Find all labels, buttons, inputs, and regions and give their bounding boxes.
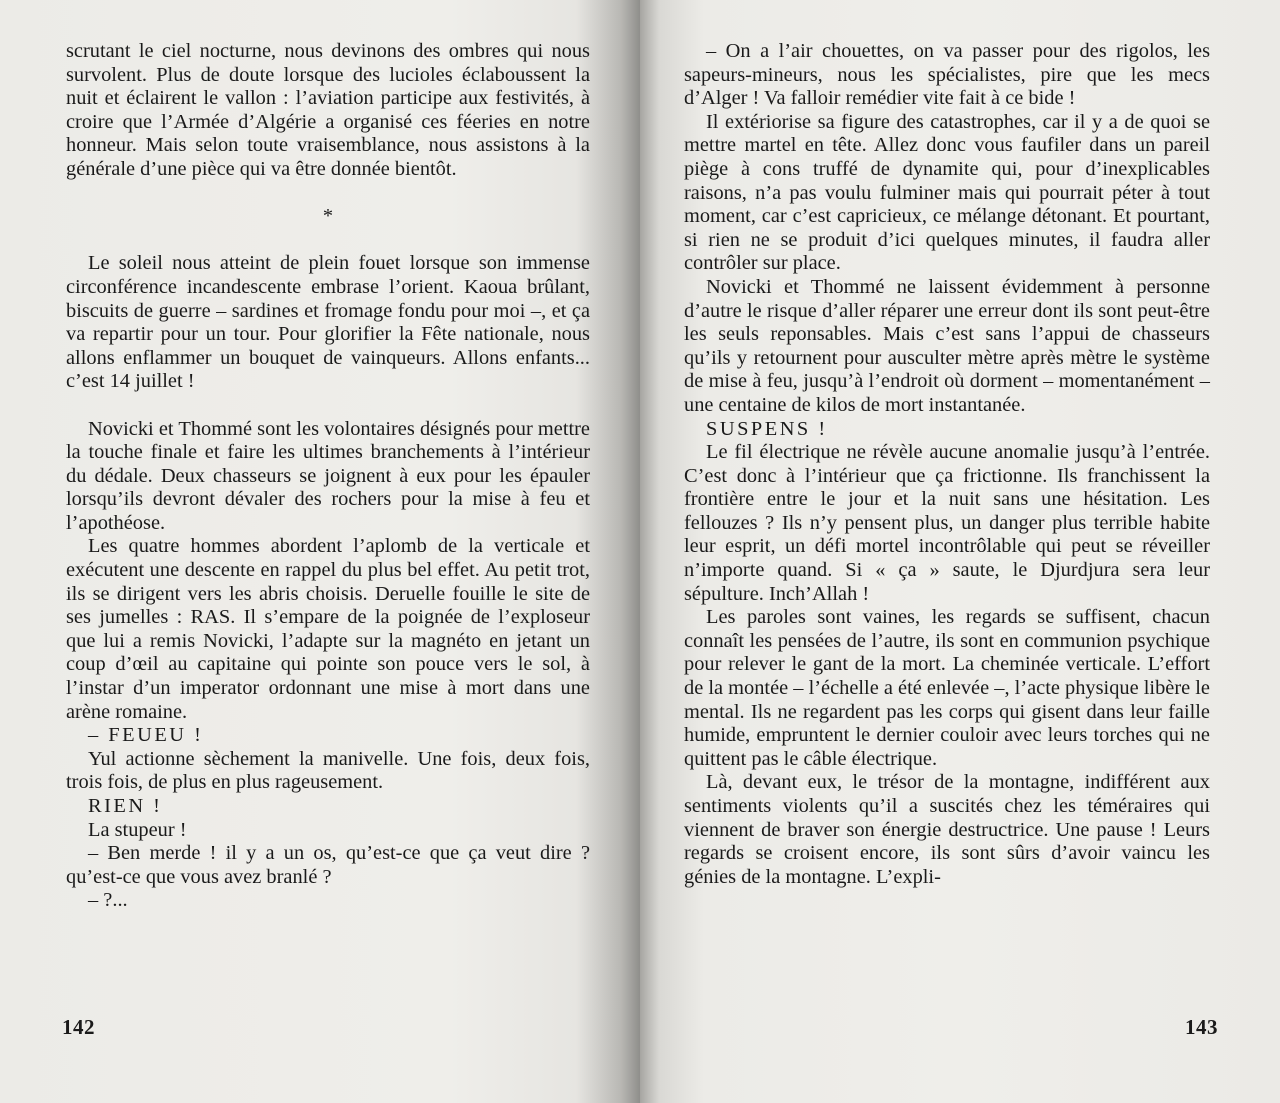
right-page [640, 0, 1280, 1103]
paragraph: Novicki et Thommé ne laissent évidemment à personne d’autre le risque d’aller réparer une erreur dont ils sont peut-être les seuls reponsables. Mais c’est sans l’appui de chasseurs qu’ils y retournent pour ausculter mètre après mètre le système de mise à feu, jusqu’à l’endroit où dorment – momentanément – une centaine de kilos de mort instantanée. [684, 275, 1210, 416]
paragraph: Novicki et Thommé sont les volontaires désignés pour mettre la touche finale et faire les ultimes branchements à l’intérieur du dédale. Deux chasseurs se joignent à eux pour les épauler lorsqu’ils devront dévaler des rochers pour la mise à feu et l’apothéose. [66, 417, 590, 534]
paragraph: Le soleil nous atteint de plein fouet lorsque son immense circonférence incandescente embrase l’orient. Kaoua brûlant, biscuits de guerre – sardines et fromage fondu pour moi –, et ça va repartir pour un tour. Pour glorifier la Fête nationale, nous allons enflammer un bouquet de vainqueurs. Allons enfants... c’est 14 juillet ! [66, 252, 590, 393]
dialogue-line: – On a l’air chouettes, on va passer pour des rigolos, les sapeurs-mineurs, nous les spécialistes, pire que les mecs d’Alger ! Va falloir remédier vite fait à ce bide ! [684, 40, 1210, 110]
paragraph: Les quatre hommes abordent l’aplomb de la verticale et exécutent une descente en rappel du plus bel effet. Au petit trot, ils se dirigent vers les abris choisis. Deruelle fouille le site de ses jumelles : RAS. Il s’empare de la poignée de l’exploseur que lui a remis Novicki, l’adapte sur la magnéto en jetant un coup d’œil au capitaine qui pointe son pouce vers le sol, à l’instar d’un imperator ordonnant une mise à mort dans une arène romaine. [66, 535, 590, 723]
paragraph: Il extériorise sa figure des catastrophes, car il y a de quoi se mettre martel en tête. Allez donc vous faufiler dans un pareil piège à cons truffé de dynamite qui, pour d’inexplicables raisons, n’a pas voulu fulminer mais qui pourrait péter à tout moment, car c’est capricieux, ce mélange détonant. Et pourtant, si rien ne se produit d’ici quelques minutes, il faudra aller contrôler sur place. [684, 110, 1210, 275]
dialogue-line: RIEN ! [88, 795, 163, 817]
dialogue-line: – FEUEU ! [88, 724, 204, 747]
paragraph: La stupeur ! [88, 818, 187, 841]
paragraph: scrutant le ciel nocturne, nous devinons des ombres qui nous survolent. Plus de doute lorsque des lucioles éclaboussent la nuit et éclairent le vallon : l’aviation participe aux festivités, à croire que l’Armée d’Algérie a organisé ces féeries en notre honneur. Mais selon toute vraisemblance, nous assistons à la générale d’une pièce qui va être donnée bientôt. [66, 40, 590, 180]
right-page-text [684, 40, 1210, 889]
dialogue-line: – Ben merde ! il y a un os, qu’est-ce que ça veut dire ? qu’est-ce que vous avez branlé ? [66, 842, 590, 888]
paragraph: Les paroles sont vaines, les regards se suffisent, chacun connaît les pensées de l’autre, ils sont en communion psychique pour relever le gant de la mort. La cheminée verticale. L’effort de la montée – l’échelle a été enlevée –, l’acte physique libère le mental. Ils ne regardent pas les corps qui gisent dans leur faille humide, empruntent le dernier couloir avec leurs torches qui ne quittent pas le câble électrique. [684, 606, 1210, 770]
section-break: * [322, 205, 334, 228]
paragraph: Là, devant eux, le trésor de la montagne, indifférent aux sentiments violents qu’il a suscités chez les téméraires qui viennent de braver son énergie destructrice. Une pause ! Leurs regards se croisent encore, ils sont sûrs d’avoir vaincu les génies de la montagne. L’expli- [684, 771, 1210, 888]
paragraph: Yul actionne sèchement la manivelle. Une fois, deux fois, trois fois, de plus en plus rageusement. [66, 747, 590, 794]
emphasis-line: SUSPENS ! [706, 417, 828, 440]
page-number: 143 [1185, 1015, 1218, 1039]
paragraph: Le fil électrique ne révèle aucune anomalie jusqu’à l’entrée. C’est donc à l’intérieur que ça frictionne. Ils franchissent la frontière entre le jour et la nuit sans une hésitation. Les fellouzes ? Ils n’y pensent plus, un danger plus terrible habite leur esprit, un défi mortel incontrôlable qui peut se réveiller n’importe quand. Si « ça » saute, le Djurdjura sera leur sépulture. Inch’Allah ! [684, 441, 1210, 605]
dialogue-line: – ?... [88, 889, 128, 912]
left-page-text [66, 40, 590, 913]
page-number: 142 [62, 1015, 95, 1039]
